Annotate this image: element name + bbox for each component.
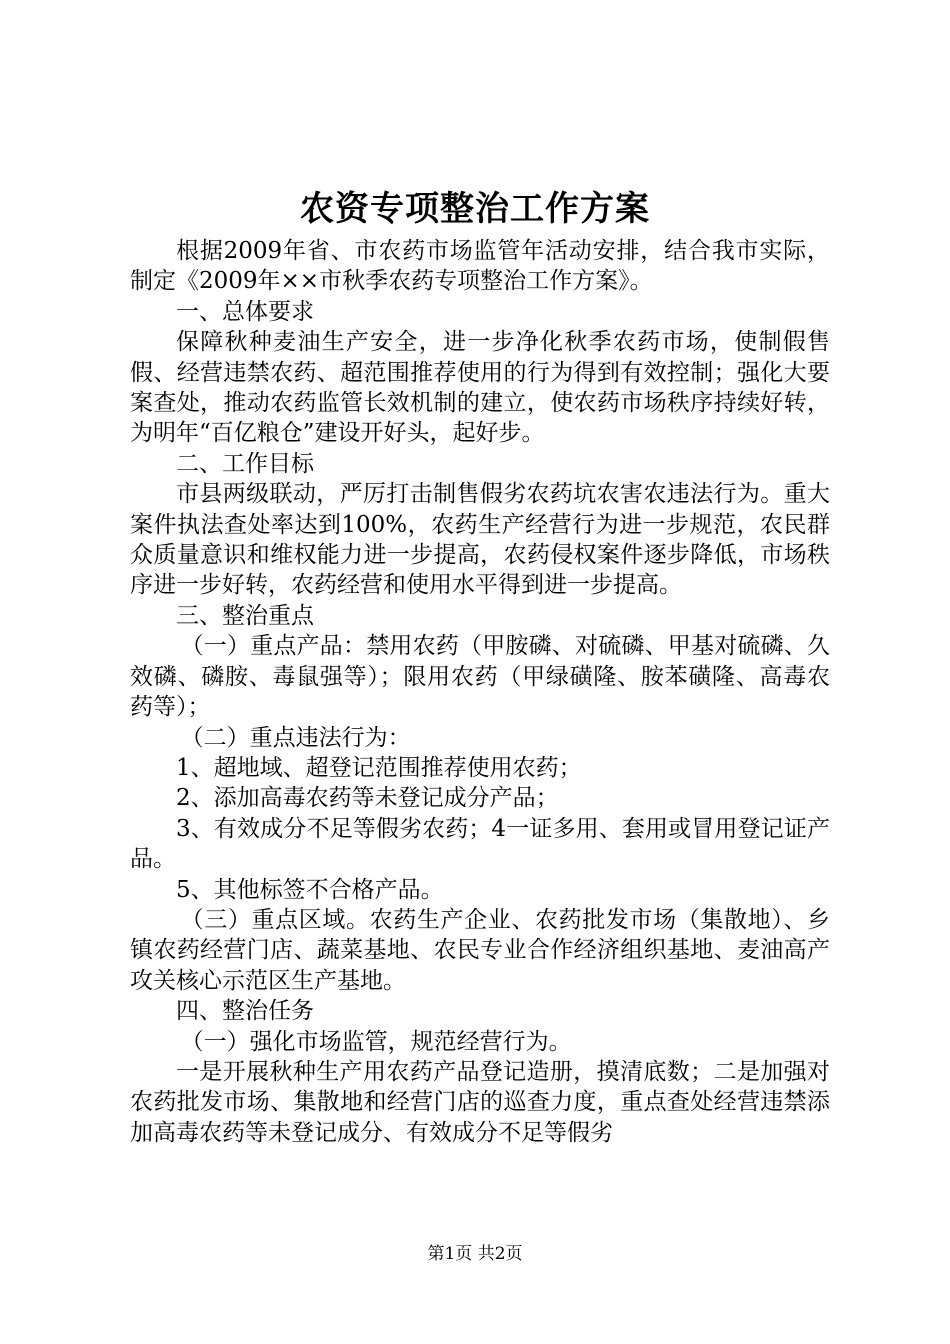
key-violations-heading: （二）重点违法行为： [180, 724, 411, 751]
section-heading-work-goals: 二、工作目标 [176, 450, 314, 477]
page-indicator: 第1页 共2页 [427, 1244, 523, 1264]
key-areas-paragraph: （三）重点区域。农药生产企业、农药批发市场（集散地）、乡镇农药经营门店、蔬菜基地、农民专业合作经济组织基地、麦油高产攻关核心示范区生产基地。 [130, 906, 830, 994]
violation-item-3-4: 3、有效成分不足等假劣农药；4一证多用、套用或冒用登记证产品。 [130, 815, 830, 873]
task-1-paragraph: 一是开展秋种生产用农药产品登记造册，摸清底数；二是加强对农药批发市场、集散地和经营门店的巡查力度，重点查处经营违禁添加高毒农药等未登记成分、有效成分不足等假劣 [130, 1058, 830, 1146]
section-heading-key-points: 三、整治重点 [176, 602, 314, 629]
task-1-heading: （一）强化市场监管，规范经营行为。 [180, 1028, 572, 1055]
general-requirements-paragraph: 保障秋种麦油生产安全，进一步净化秋季农药市场，使制假售假、经营违禁农药、超范围推荐使用的行为得到有效控制；强化大要案查处，推动农药监管长效机制的建立，使农药市场秩序持续好转，为明年“百亿粮仓”建设开好头，起好步。 [130, 329, 830, 447]
document-title: 农资专项整治工作方案 [300, 189, 650, 229]
key-products-paragraph: （一）重点产品：禁用农药（甲胺磷、对硫磷、甲基对硫磷、久效磷、磷胺、毒鼠强等）；限用农药（甲绿磺隆、胺苯磺隆、高毒农药等）； [130, 633, 830, 721]
document-body [130, 236, 830, 1148]
intro-paragraph: 根据2009年省、市农药市场监管年活动安排，结合我市实际，制定《2009年××市秋季农药专项整治工作方案》。 [130, 238, 830, 295]
section-heading-general-requirements: 一、总体要求 [176, 298, 314, 325]
work-goals-paragraph: 市县两级联动，严厉打击制售假劣农药坑农害农违法行为。重大案件执法查处率达到100%，农药生产经营行为进一步规范，农民群众质量意识和维权能力进一步提高，农药侵权案件逐步降低，市场秩序进一步好转，农药经营和使用水平得到进一步提高。 [130, 481, 830, 599]
section-heading-tasks: 四、整治任务 [176, 998, 314, 1025]
violation-item-2: 2、添加高毒农药等未登记成分产品； [176, 785, 559, 812]
violation-item-1: 1、超地域、超登记范围推荐使用农药； [176, 754, 582, 781]
violation-item-5: 5、其他标签不合格产品。 [176, 876, 444, 903]
